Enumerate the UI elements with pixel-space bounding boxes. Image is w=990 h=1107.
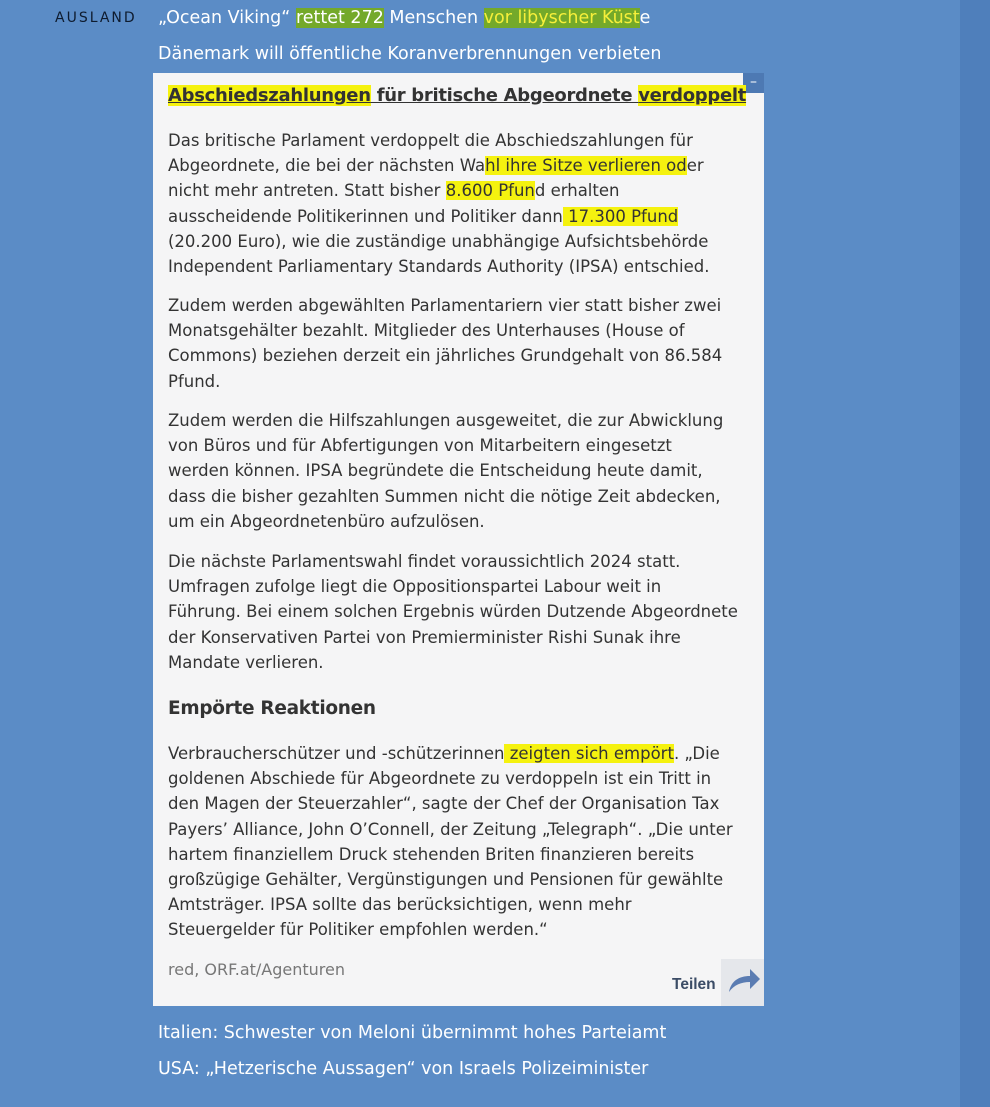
text-run: nicht mehr antreten. Statt bisher — [168, 181, 446, 201]
text-line: werden können. IPSA begründete die Entscheidung heute damit, — [168, 461, 703, 481]
text-line: Zudem werden abgewählten Parlamentariern vier statt bisher zwei — [168, 296, 722, 315]
text-highlight: zeigten sich empört — [504, 744, 674, 763]
text-run: Independent Parliamentary Standards Authority (IPSA) entschied. — [168, 257, 710, 277]
article-paragraph-4 — [168, 549, 753, 675]
text-line — [168, 128, 753, 153]
text-run: Das britische Parlament verdoppelt die Abschiedszahlungen für — [168, 131, 693, 150]
share-label: Teilen — [672, 976, 716, 993]
text-line: hartem finanziellem Druck stehenden Briten finanzieren bereits — [168, 844, 695, 864]
text-highlight: hl ihre Sitze verlieren od — [485, 156, 687, 176]
text-line: großzügige Gehälter, Vergünstigungen und Pensionen für gewählte — [168, 870, 724, 890]
text-line: Payers’ Alliance, John O’Connell, der Zeitung „Telegraph“. „Die unter — [168, 819, 733, 839]
headline-ocean-viking[interactable] — [158, 8, 650, 28]
text-run: . „Die — [673, 744, 720, 763]
headline-part: „Ocean Viking“ — [158, 8, 296, 28]
text-line: Die nächste Parlamentswahl findet voraussichtlich 2024 statt. — [168, 552, 681, 571]
article-paragraph-5 — [168, 741, 753, 943]
text-line — [168, 741, 753, 766]
article-paragraph-3 — [168, 408, 753, 534]
text-run: er — [686, 156, 704, 176]
text-line: den Magen der Steuerzahler“, sagte der Chef der Organisation Tax — [168, 794, 720, 814]
text-run: ausscheidende Politikerinnen und Politiker dann — [168, 206, 563, 226]
text-line: von Büros und für Abfertigungen von Mitarbeitern eingesetzt — [168, 436, 672, 456]
text-line: Zudem werden die Hilfszahlungen ausgeweitet, die zur Abwicklung — [168, 411, 724, 430]
text-line: Mandate verlieren. — [168, 652, 324, 672]
text-line: um ein Abgeordnetenbüro aufzulösen. — [168, 511, 485, 531]
text-line — [168, 204, 753, 229]
article-title — [168, 85, 746, 106]
text-line: Commons) beziehen derzeit ein jährliches Grundgehalt von 86.584 — [168, 346, 723, 366]
text-line: Umfragen zufolge liegt die Oppositionspartei Labour weit in — [168, 577, 662, 597]
article-source: red, ORF.at/Agenturen — [168, 960, 346, 979]
text-run: Verbraucherschützer und -schützerinnen — [168, 744, 505, 763]
article-card — [153, 73, 764, 1006]
headline-highlight: rettet 272 — [295, 8, 384, 28]
headline-daenemark[interactable]: Dänemark will öffentliche Koranverbrennungen verbieten — [158, 44, 662, 64]
headline-part: e — [639, 8, 651, 28]
text-line: der Konservativen Partei von Premierminister Rishi Sunak ihre — [168, 627, 681, 647]
text-highlight: 8.600 Pfun — [445, 181, 535, 201]
share-button[interactable] — [672, 959, 764, 1006]
headline-usa[interactable]: USA: „Hetzerische Aussagen“ von Israels Polizeiminister — [158, 1059, 649, 1079]
title-highlight: Abschiedszahlungen — [168, 85, 371, 106]
article-paragraph-2 — [168, 293, 753, 394]
title-part: für britische Abgeordnete — [370, 85, 639, 106]
text-line — [168, 153, 753, 178]
title-highlight: verdoppelt — [638, 85, 747, 106]
text-line — [168, 229, 753, 254]
headline-italien[interactable]: Italien: Schwester von Meloni übernimmt hohes Parteiamt — [158, 1023, 667, 1043]
text-run: Abgeordnete, die bei der nächsten Wa — [168, 156, 486, 176]
right-edge-strip — [960, 0, 990, 1107]
share-arrow-icon — [721, 959, 764, 1006]
section-label: AUSLAND — [55, 10, 137, 26]
text-line — [168, 178, 753, 203]
headline-part: Menschen — [383, 8, 484, 28]
text-line — [168, 254, 753, 279]
text-run: (20.200 Euro), wie die zuständige unabhängige Aufsichtsbehörde — [168, 231, 709, 251]
headline-highlight: vor libyscher Küst — [483, 8, 640, 28]
text-highlight: 17.300 Pfund — [562, 206, 679, 226]
text-line: Führung. Bei einem solchen Ergebnis würden Dutzende Abgeordnete — [168, 602, 738, 622]
text-line: Pfund. — [168, 371, 221, 391]
collapse-button[interactable] — [743, 73, 764, 93]
minus-icon: – — [750, 74, 757, 90]
text-line: Monatsgehälter bezahlt. Mitglieder des Unterhauses (House of — [168, 321, 685, 341]
text-line: goldenen Abschiede für Abgeordnete zu verdoppeln ist ein Tritt in — [168, 769, 712, 789]
article-subheading: Empörte Reaktionen — [168, 698, 376, 719]
text-run: d erhalten — [534, 181, 620, 201]
text-line: dass die bisher gezahlten Summen nicht die nötige Zeit abdecken, — [168, 486, 721, 506]
article-paragraph-1 — [168, 128, 753, 279]
text-line: Amtsträger. IPSA sollte das berücksichtigen, wenn mehr — [168, 895, 632, 915]
text-line: Steuergelder für Politiker empfohlen werden.“ — [168, 920, 548, 940]
